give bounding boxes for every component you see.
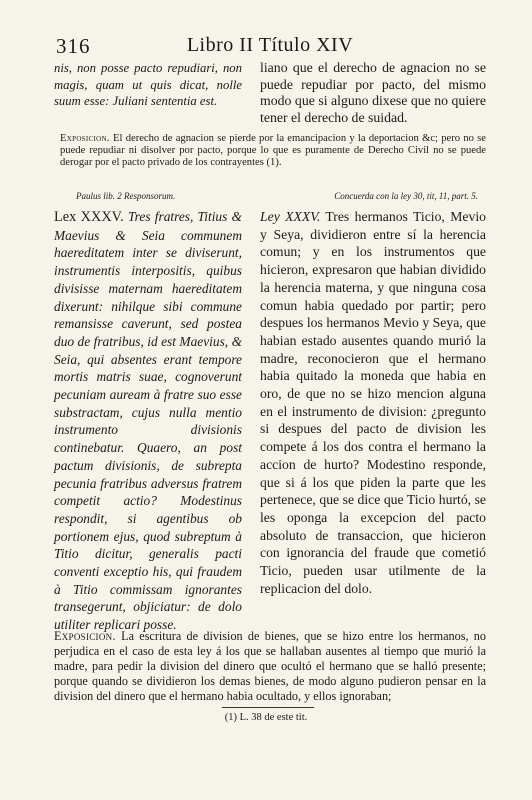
exposicion-paragraph-2 bbox=[54, 629, 486, 704]
latin-lex bbox=[54, 208, 242, 634]
footnote-rule bbox=[222, 707, 314, 708]
exposicion-label: Exposicion. bbox=[60, 133, 110, 144]
source-right: Concuerda con la ley 30, tit, 11, part. 5. bbox=[334, 191, 478, 201]
spanish-ley-heading: Ley XXXV. bbox=[260, 209, 321, 224]
exposicion-paragraph-1 bbox=[60, 133, 486, 168]
continuation-columns bbox=[54, 60, 486, 126]
exposicion-label-2: Exposicion. bbox=[54, 629, 116, 643]
lex-columns bbox=[54, 208, 486, 634]
spanish-ley-text: Tres hermanos Ticio, Mevio y Seya, dividieron entre sí la herencia comun; y en los instrumentos que hicieron, expresaron que habian dividido la herencia materna, y que ninguna cosa comun habia quedado por partir; pero despues los hermanos Mevio y Seya, que habian estado ausentes quando murió la madre, reconocieron que el hermano habia quitado la moneda que habia en oro, de que no se hizo mencion alguna en el instrumento de division: ¿pregunto si despues del pacto de division les compete á los dos contra el hermano la accion de hurto? Modestino responde, que si á los que piden la parte que les pertenece, que se dice que Ticio hurtó, se les oponga la excepcion del pacto absoluto de transaccion, que hicieron con ignorancia del fraude que cometió Ticio, pueden usar utilmente de la replicacion del dolo. bbox=[260, 209, 486, 596]
page-header bbox=[56, 34, 484, 58]
footnote: (1) L. 38 de este tit. bbox=[224, 712, 308, 723]
spanish-continuation: liano que el derecho de agnacion no se puede repudiar por pacto, del mismo modo que si alguno dixese que no quiere tener el derecho de suidad. bbox=[260, 60, 486, 125]
source-left: Paulus lib. 2 Responsorum. bbox=[76, 191, 176, 201]
running-head: Libro II Título XIV bbox=[186, 34, 354, 56]
latin-continuation: nis, non posse pacto repudiari, non magis, quam ut quis dicat, nolle suum esse: Juliani sententia est. bbox=[54, 61, 242, 109]
latin-lex-text: Tres fratres, Titius & Maevius & Seia communem haereditatem inter se diviserunt, instrumentis interpositis, quibus divisisse maternam haereditatem dixerunt: nihilque sibi commune remansisse caverunt, sed postea duo de fratribus, id est Maevius, & Seia, qui absentes erant tempore mortis matris suae, cognoverunt pecuniam auream à fratre suo esse substractam, cujus nulla mentio instrumento divisionis continebatur. Quaero, an post pactum divisionis, de subrepta pecunia fratribus adversus fratrem competit actio? Modestinus respondit, si agentibus ob portionem ejus, quod subreptum à Titio dicitur, generalis pacti conventi exceptio his, qui fraudem à Titio commissam ignorantes transegerunt, objiciatur: de dolo utiliter replicari posse. bbox=[54, 209, 242, 633]
latin-lex-heading: Lex XXXV. bbox=[54, 209, 124, 225]
exposicion-text-2: La escritura de division de bienes, que se hizo entre los hermanos, no perjudica en el caso de esta ley á los que se hallaban ausentes al tiempo que murió la madre, para pedir la division del dinero que ocultó el hermano que se halló presente; porque quando se dividieron los demas bienes, de modo alguno pudieron pensar en la division del dinero que el hermano habia ocultado, y ellos ignoraban; bbox=[54, 629, 486, 703]
spanish-ley bbox=[260, 208, 486, 597]
page-number: 316 bbox=[56, 34, 91, 58]
exposicion-text: El derecho de agnacion se pierde por la emancipacion y la deportacion &c; pero no se puede repudiar ni disolver por pacto, porque lo que es puramente de Derecho Civil no se puede derogar por el pacto privado de los contrayentes (1). bbox=[60, 133, 486, 168]
